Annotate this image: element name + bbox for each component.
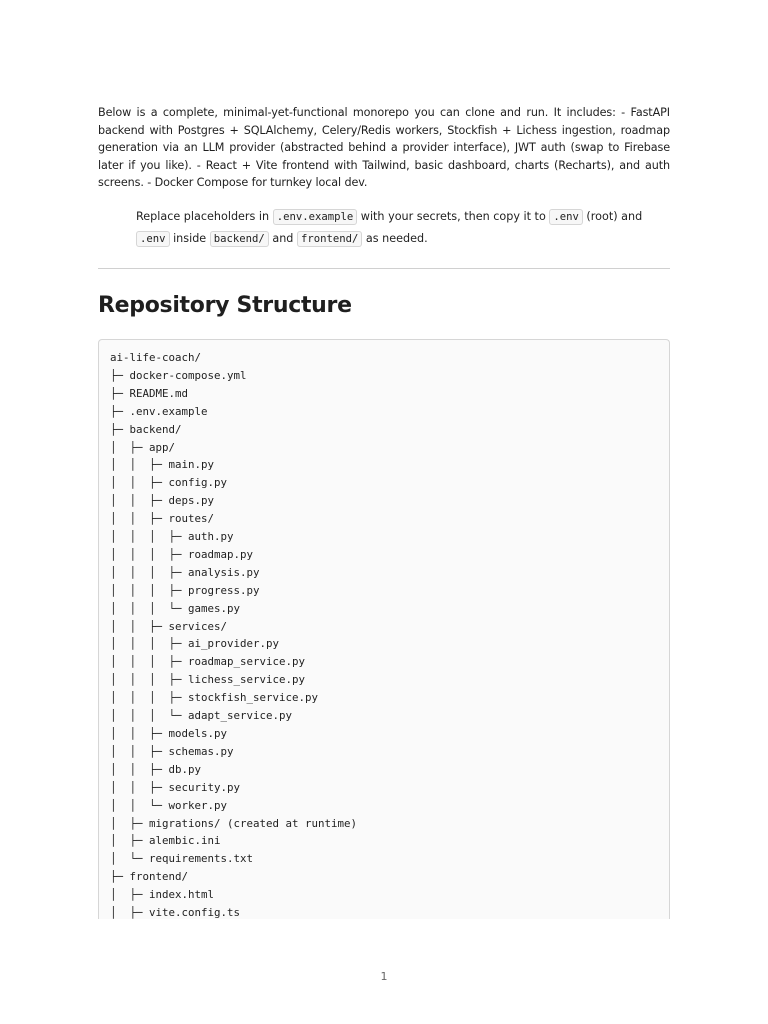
code-line: │ │ │ ├─ roadmap_service.py	[110, 655, 306, 669]
code-line: │ │ │ ├─ auth.py	[110, 530, 234, 544]
document-page	[98, 104, 670, 919]
note-text: and	[268, 231, 297, 245]
code-line: │ │ │ ├─ ai_provider.py	[110, 637, 280, 651]
inline-code-backend: backend/	[210, 231, 269, 247]
code-block-repository-tree	[98, 339, 670, 919]
code-line: ├─ .env.example	[110, 404, 208, 418]
note-text: inside	[169, 231, 210, 245]
note-text: Replace placeholders in	[136, 209, 273, 223]
code-line: │ │ └─ worker.py	[110, 798, 228, 812]
code-line: │ │ │ ├─ progress.py	[110, 583, 260, 597]
code-line: │ ├─ index.html	[110, 888, 215, 902]
code-line: │ │ ├─ config.py	[110, 476, 228, 490]
code-line: │ │ ├─ routes/	[110, 512, 215, 526]
inline-code-env-example: .env.example	[273, 209, 358, 225]
code-line: │ ├─ migrations/ (created at runtime)	[110, 816, 358, 830]
code-line: │ │ ├─ schemas.py	[110, 744, 234, 758]
inline-code-env: .env	[136, 231, 170, 247]
code-line: │ │ ├─ main.py	[110, 458, 215, 472]
horizontal-divider	[98, 268, 670, 269]
code-line: │ │ ├─ db.py	[110, 762, 202, 776]
code-line: ├─ frontend/	[110, 870, 189, 884]
code-line: ai-life-coach/	[110, 350, 202, 364]
code-line: │ │ │ └─ adapt_service.py	[110, 709, 293, 723]
code-line: │ ├─ alembic.ini	[110, 834, 221, 848]
note-text: as needed.	[362, 231, 428, 245]
code-line: │ │ ├─ deps.py	[110, 494, 215, 508]
inline-code-env: .env	[549, 209, 583, 225]
code-line: │ ├─ vite.config.ts	[110, 906, 241, 919]
page-number: 1	[380, 970, 388, 983]
code-line: │ │ │ ├─ analysis.py	[110, 565, 260, 579]
code-line: │ │ │ ├─ stockfish_service.py	[110, 691, 319, 705]
code-line: ├─ docker-compose.yml	[110, 368, 247, 382]
code-line: │ │ │ └─ games.py	[110, 601, 241, 615]
code-line: │ │ ├─ security.py	[110, 780, 241, 794]
note-text: (root) and	[582, 209, 643, 223]
section-heading: Repository Structure	[98, 292, 352, 318]
code-line: │ ├─ app/	[110, 440, 176, 454]
code-line: ├─ README.md	[110, 386, 189, 400]
code-line: │ │ ├─ models.py	[110, 727, 228, 740]
code-line: │ │ │ ├─ roadmap.py	[110, 547, 254, 561]
inline-code-frontend: frontend/	[297, 231, 362, 247]
code-line: ├─ backend/	[110, 422, 182, 436]
note-text: with your secrets, then copy it to	[357, 209, 550, 223]
setup-note	[136, 206, 670, 250]
code-line: │ └─ requirements.txt	[110, 852, 254, 866]
code-line: │ │ ├─ services/	[110, 619, 228, 633]
code-line: │ │ │ ├─ lichess_service.py	[110, 673, 306, 687]
intro-paragraph: Below is a complete, minimal-yet-functional monorepo you can clone and run. It includes: - FastAPI backend with Postgres + SQLAlchemy, Celery/Redis workers, Stockfish + Lichess ingestion, roadmap generation via an LLM provider (abstracted behind a provider interface), JWT auth (swap to Firebase later if you like). - React + Vite frontend with Tailwind, basic dashboard, charts (Recharts), and auth screens. - Docker Compose for turnkey local dev.	[98, 106, 670, 190]
